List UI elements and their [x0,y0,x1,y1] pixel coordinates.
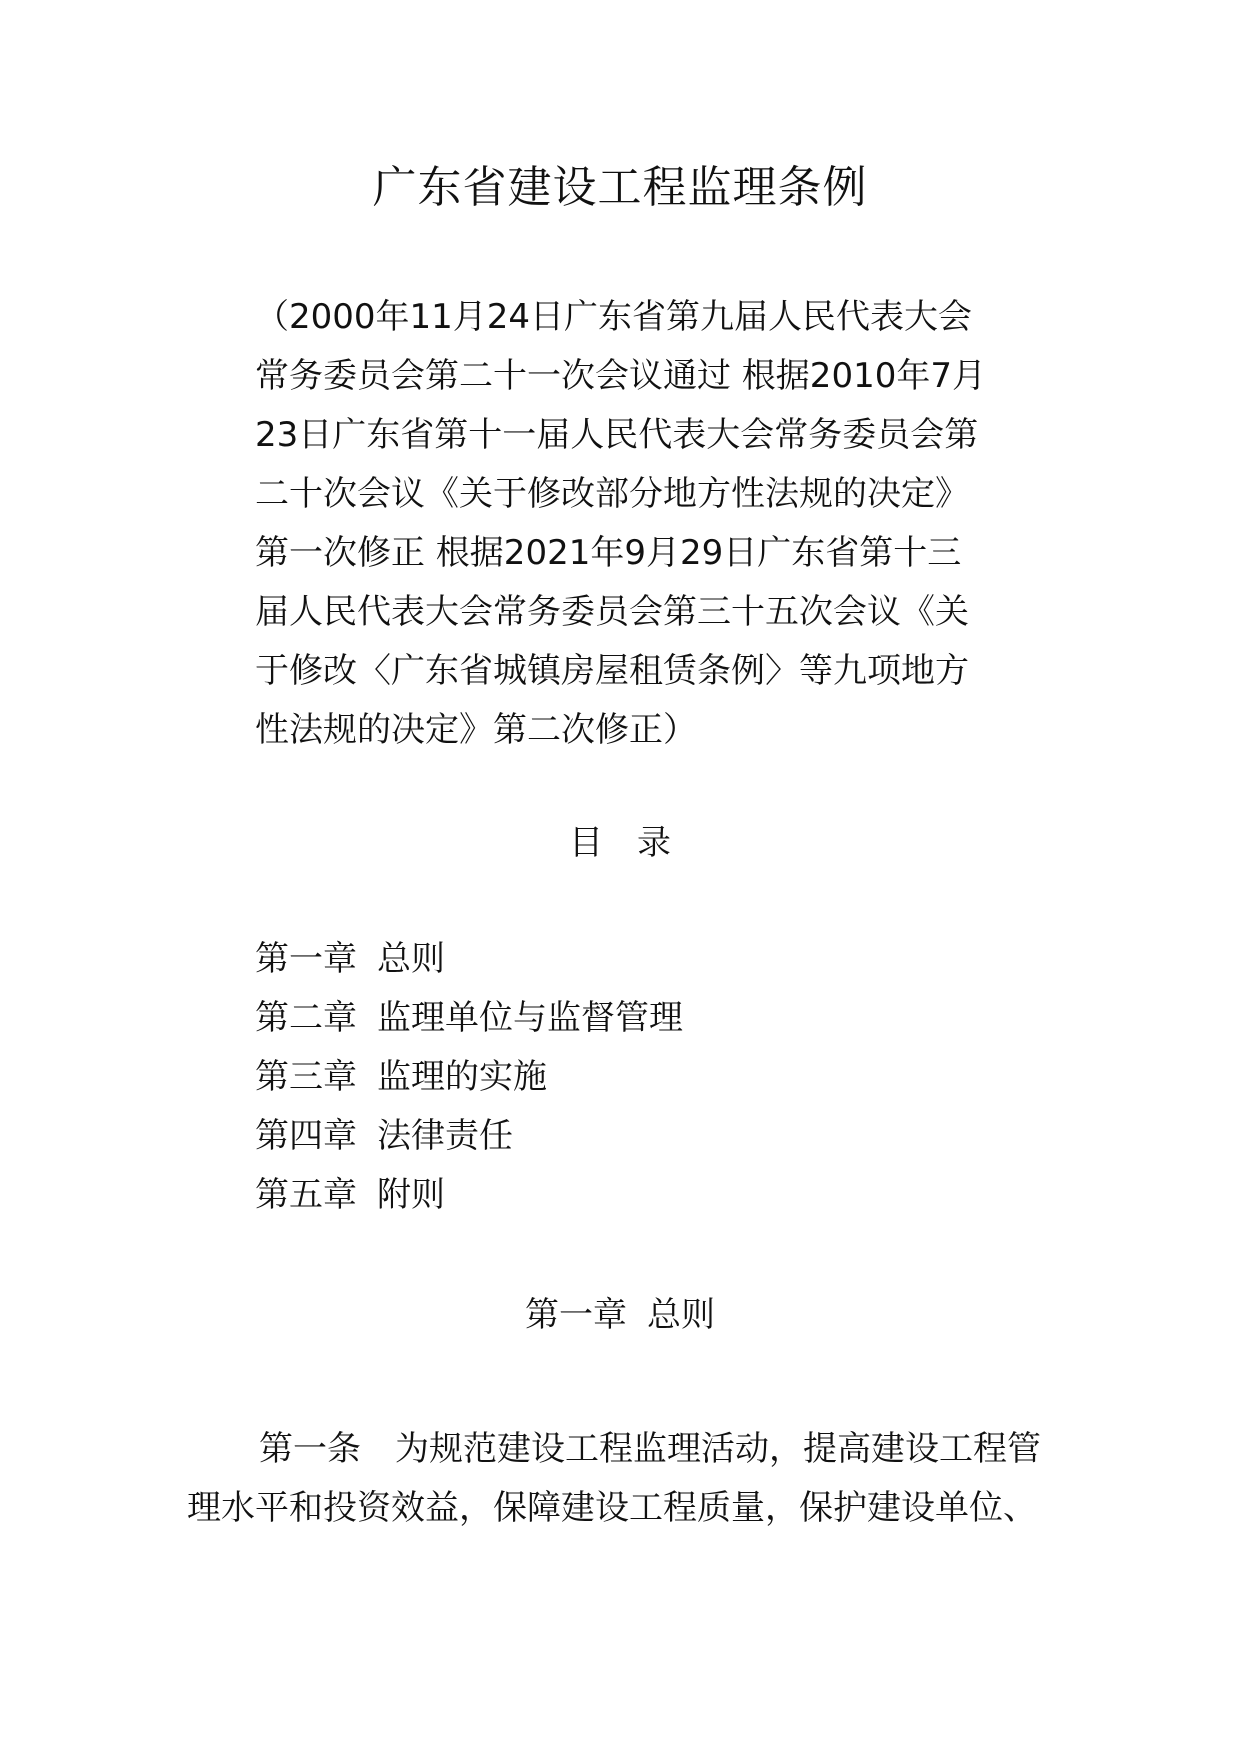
article-line [187,1420,1067,1479]
preamble-line: 二十次会议《关于修改部分地方性法规的决定》 [255,474,969,514]
article-label: 第一条 [259,1429,361,1469]
table-of-contents [255,930,683,1225]
toc-chapter-name: 总则 [377,939,445,979]
preamble-line: 第一次修正 根据2021年9月29日广东省第十三 [255,533,962,573]
toc-heading-left: 目 [569,823,603,863]
toc-chapter-number: 第三章 [255,1057,357,1097]
chapter-name: 总则 [647,1295,715,1335]
preamble-line: 于修改〈广东省城镇房屋租赁条例〉等九项地方 [255,651,969,691]
preamble-line: 常务委员会第二十一次会议通过 根据2010年7月 [255,356,986,396]
toc-chapter-name: 附则 [377,1175,445,1215]
toc-chapter-name: 法律责任 [377,1116,513,1156]
toc-item [255,1107,683,1166]
toc-chapter-number: 第一章 [255,939,357,979]
toc-chapter-name: 监理的实施 [377,1057,547,1097]
toc-item [255,989,683,1048]
toc-item [255,1166,683,1225]
toc-chapter-name: 监理单位与监督管理 [377,998,683,1038]
article-line: 理水平和投资效益，保障建设工程质量，保护建设单位、 [187,1488,1037,1528]
article-text: 为规范建设工程监理活动，提高建设工程管 [395,1429,1041,1469]
toc-item [255,930,683,989]
toc-item [255,1048,683,1107]
toc-chapter-number: 第二章 [255,998,357,1038]
preamble [255,288,1015,760]
article-1 [187,1420,1067,1538]
toc-chapter-number: 第五章 [255,1175,357,1215]
toc-chapter-number: 第四章 [255,1116,357,1156]
preamble-line: （2000年11月24日广东省第九届人民代表大会 [255,297,973,337]
chapter-number: 第一章 [525,1295,627,1335]
preamble-line: 届人民代表大会常务委员会第三十五次会议《关 [255,592,969,632]
toc-heading [0,818,1240,868]
document-title: 广东省建设工程监理条例 [372,162,868,213]
toc-heading-right: 录 [637,823,671,863]
chapter-heading [0,1290,1240,1340]
preamble-line: 23日广东省第十一届人民代表大会常务委员会第 [255,415,979,455]
preamble-line: 性法规的决定》第二次修正） [255,710,697,750]
